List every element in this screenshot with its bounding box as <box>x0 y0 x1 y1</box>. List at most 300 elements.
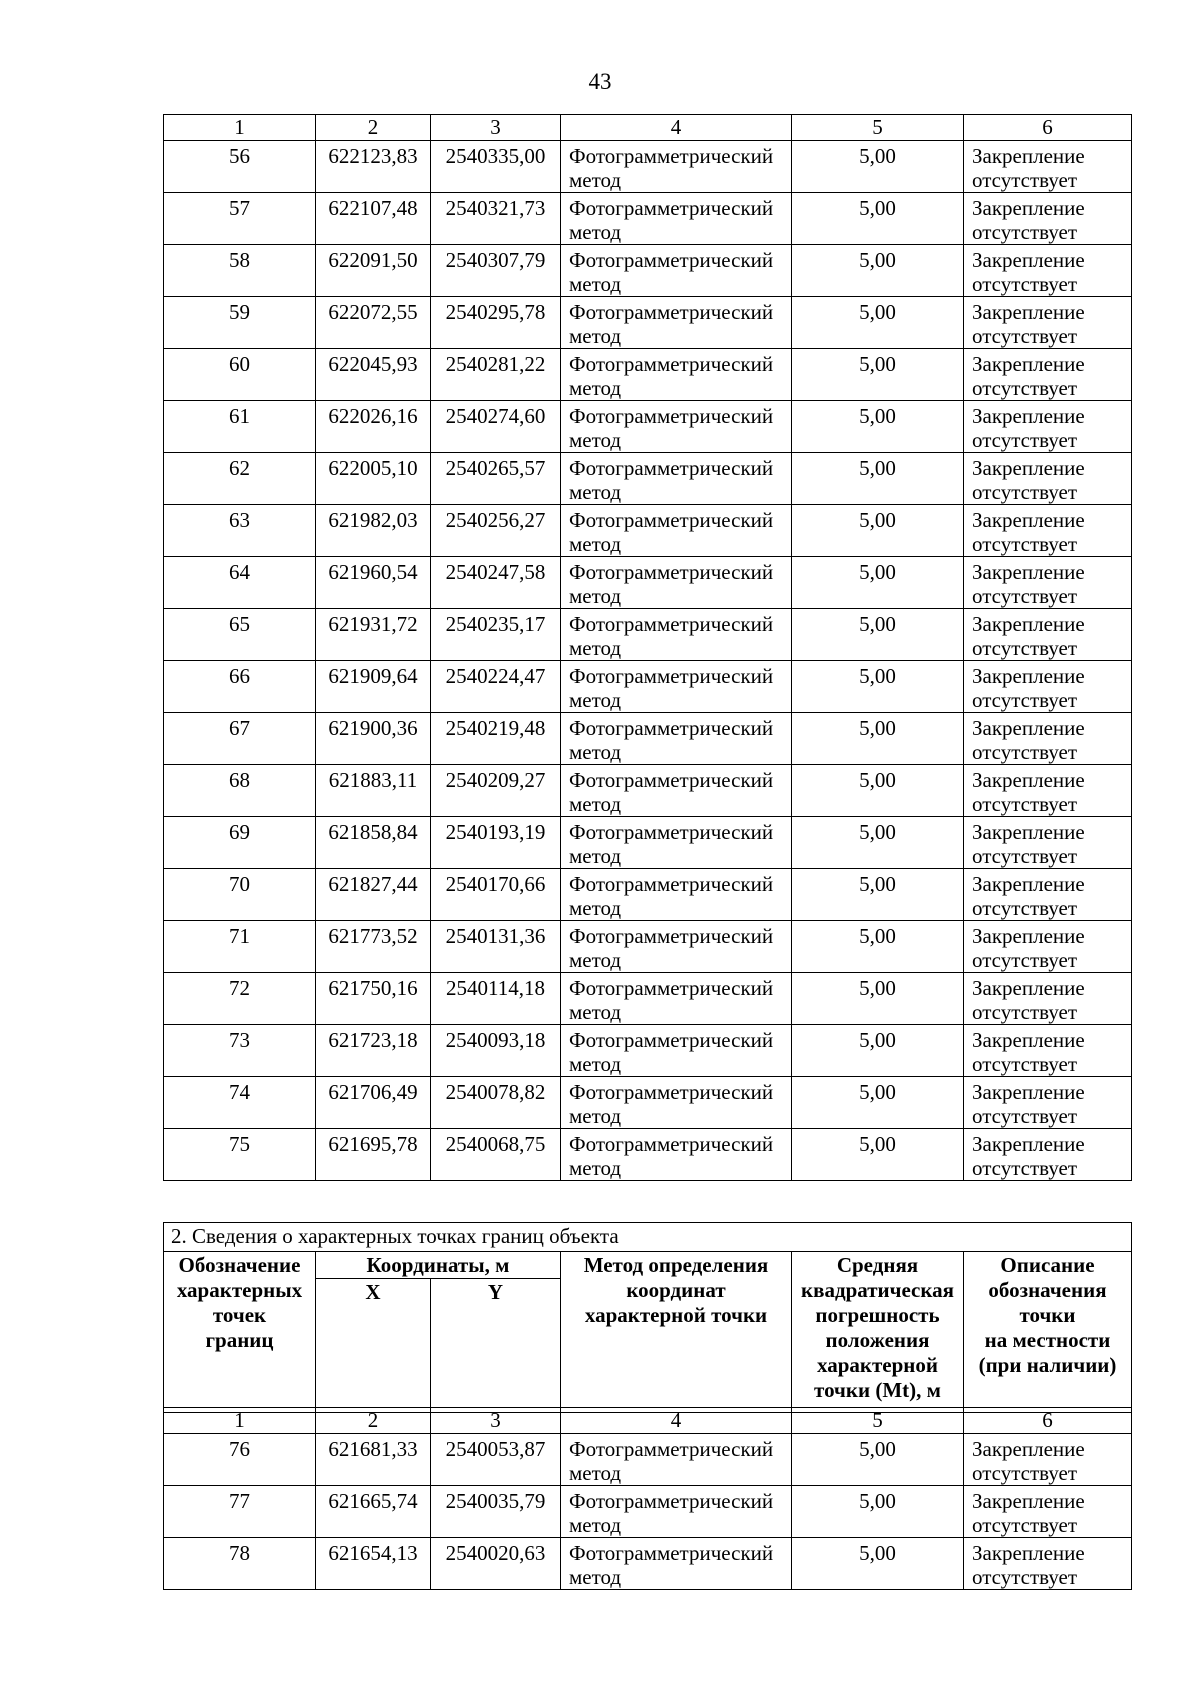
cell-line: Фотограмметрический <box>569 560 774 584</box>
header-line: квадратическая <box>801 1278 954 1302</box>
method-cell <box>561 401 792 453</box>
accuracy-cell: 5,00 <box>792 1434 964 1486</box>
method-cell <box>561 1486 792 1538</box>
cell-line: Закрепление <box>972 1541 1085 1565</box>
x-coordinate-cell: 621695,78 <box>316 1129 431 1181</box>
point-number-cell: 78 <box>164 1538 316 1590</box>
method-cell <box>561 661 792 713</box>
header-row <box>164 1252 1132 1279</box>
header-line: координат <box>626 1278 726 1302</box>
y-coordinate-cell: 2540307,79 <box>431 245 561 297</box>
cell-line: отсутствует <box>972 1156 1078 1180</box>
cell-line: Фотограмметрический <box>569 352 774 376</box>
x-coordinate-cell: 621750,16 <box>316 973 431 1025</box>
y-coordinate-cell: 2540053,87 <box>431 1434 561 1486</box>
header-line: характерной <box>816 1353 939 1377</box>
cell-line: отсутствует <box>972 324 1078 348</box>
y-coordinate-cell: 2540219,48 <box>431 713 561 765</box>
header-line: обозначения <box>988 1278 1107 1302</box>
point-number-cell: 70 <box>164 869 316 921</box>
cell-line: метод <box>569 480 622 504</box>
method-cell <box>561 557 792 609</box>
description-cell <box>964 1434 1132 1486</box>
cell-line: метод <box>569 376 622 400</box>
page-number: 43 <box>588 69 612 94</box>
cell-line: Закрепление <box>972 1489 1085 1513</box>
description-cell <box>964 713 1132 765</box>
accuracy-cell: 5,00 <box>792 973 964 1025</box>
cell-line: Закрепление <box>972 144 1085 168</box>
description-cell <box>964 869 1132 921</box>
coordinates-table-body <box>164 115 1132 1181</box>
method-cell <box>561 349 792 401</box>
cell-line: отсутствует <box>972 896 1078 920</box>
column-number-row <box>164 1408 1132 1434</box>
x-coordinate-cell: 621654,13 <box>316 1538 431 1590</box>
accuracy-cell: 5,00 <box>792 193 964 245</box>
cell-line: Закрепление <box>972 1132 1085 1156</box>
accuracy-cell: 5,00 <box>792 349 964 401</box>
column-number: 4 <box>561 115 792 141</box>
y-coordinate-cell: 2540321,73 <box>431 193 561 245</box>
point-number-cell: 71 <box>164 921 316 973</box>
y-coordinate-cell: 2540247,58 <box>431 557 561 609</box>
description-cell <box>964 609 1132 661</box>
table-row <box>164 973 1132 1025</box>
cell-line: метод <box>569 1513 622 1537</box>
table-row <box>164 245 1132 297</box>
cell-line: Закрепление <box>972 664 1085 688</box>
cell-line: Фотограмметрический <box>569 872 774 896</box>
header-accuracy <box>792 1252 964 1413</box>
column-number: 5 <box>792 1408 964 1434</box>
cell-line: Фотограмметрический <box>569 144 774 168</box>
method-cell <box>561 1025 792 1077</box>
table-row <box>164 297 1132 349</box>
y-coordinate-cell: 2540078,82 <box>431 1077 561 1129</box>
accuracy-cell: 5,00 <box>792 921 964 973</box>
cell-line: отсутствует <box>972 1565 1078 1589</box>
description-cell <box>964 141 1132 193</box>
accuracy-cell: 5,00 <box>792 245 964 297</box>
y-coordinate-cell: 2540093,18 <box>431 1025 561 1077</box>
coordinates-table-section-2 <box>163 1407 1132 1590</box>
table-row <box>164 1025 1132 1077</box>
method-cell <box>561 297 792 349</box>
cell-line: Закрепление <box>972 456 1085 480</box>
column-number: 3 <box>431 1408 561 1434</box>
table-row <box>164 453 1132 505</box>
cell-line: отсутствует <box>972 376 1078 400</box>
point-number-cell: 64 <box>164 557 316 609</box>
cell-line: метод <box>569 272 622 296</box>
accuracy-cell: 5,00 <box>792 1077 964 1129</box>
x-coordinate-cell: 621982,03 <box>316 505 431 557</box>
point-number-cell: 57 <box>164 193 316 245</box>
column-number: 3 <box>431 115 561 141</box>
method-cell <box>561 609 792 661</box>
accuracy-cell: 5,00 <box>792 505 964 557</box>
cell-line: метод <box>569 688 622 712</box>
table-row <box>164 869 1132 921</box>
section-title-row <box>164 1223 1132 1252</box>
cell-line: Фотограмметрический <box>569 820 774 844</box>
header-line: положения <box>825 1328 930 1352</box>
cell-line: Фотограмметрический <box>569 248 774 272</box>
accuracy-cell: 5,00 <box>792 661 964 713</box>
accuracy-cell: 5,00 <box>792 297 964 349</box>
table-row <box>164 713 1132 765</box>
method-cell <box>561 1077 792 1129</box>
cell-line: Фотограмметрический <box>569 924 774 948</box>
y-coordinate-cell: 2540068,75 <box>431 1129 561 1181</box>
cell-line: отсутствует <box>972 1104 1078 1128</box>
cell-line: отсутствует <box>972 428 1078 452</box>
header-line: границ <box>205 1328 274 1352</box>
cell-line: Фотограмметрический <box>569 976 774 1000</box>
header-line: Средняя <box>836 1253 919 1277</box>
header-description <box>964 1252 1132 1413</box>
x-coordinate-cell: 622123,83 <box>316 141 431 193</box>
point-number-cell: 68 <box>164 765 316 817</box>
description-cell <box>964 193 1132 245</box>
accuracy-cell: 5,00 <box>792 1025 964 1077</box>
description-cell <box>964 1129 1132 1181</box>
cell-line: отсутствует <box>972 584 1078 608</box>
column-number: 4 <box>561 1408 792 1434</box>
point-number-cell: 58 <box>164 245 316 297</box>
accuracy-cell: 5,00 <box>792 401 964 453</box>
method-cell <box>561 973 792 1025</box>
description-cell <box>964 401 1132 453</box>
description-cell <box>964 1538 1132 1590</box>
cell-line: Закрепление <box>972 300 1085 324</box>
cell-line: отсутствует <box>972 636 1078 660</box>
column-number-row <box>164 115 1132 141</box>
cell-line: Закрепление <box>972 1437 1085 1461</box>
y-coordinate-cell: 2540209,27 <box>431 765 561 817</box>
column-number: 1 <box>164 115 316 141</box>
cell-line: Закрепление <box>972 404 1085 428</box>
table-row <box>164 1129 1132 1181</box>
point-number-cell: 72 <box>164 973 316 1025</box>
accuracy-cell: 5,00 <box>792 817 964 869</box>
section-title: 2. Сведения о характерных точках границ объекта <box>164 1223 1132 1252</box>
header-coordinates: Координаты, м <box>316 1252 561 1279</box>
point-number-cell: 59 <box>164 297 316 349</box>
cell-line: метод <box>569 220 622 244</box>
table-row <box>164 1434 1132 1486</box>
point-number-cell: 61 <box>164 401 316 453</box>
method-cell <box>561 453 792 505</box>
x-coordinate-cell: 622005,10 <box>316 453 431 505</box>
description-cell <box>964 245 1132 297</box>
x-coordinate-cell: 621883,11 <box>316 765 431 817</box>
y-coordinate-cell: 2540131,36 <box>431 921 561 973</box>
point-number-cell: 66 <box>164 661 316 713</box>
y-coordinate-cell: 2540224,47 <box>431 661 561 713</box>
description-cell <box>964 1486 1132 1538</box>
column-number: 6 <box>964 115 1132 141</box>
table-row <box>164 609 1132 661</box>
accuracy-cell: 5,00 <box>792 1129 964 1181</box>
point-number-cell: 60 <box>164 349 316 401</box>
x-coordinate-cell: 621858,84 <box>316 817 431 869</box>
x-coordinate-cell: 621665,74 <box>316 1486 431 1538</box>
cell-line: метод <box>569 584 622 608</box>
cell-line: Фотограмметрический <box>569 664 774 688</box>
cell-line: метод <box>569 1461 622 1485</box>
cell-line: отсутствует <box>972 740 1078 764</box>
point-number-cell: 76 <box>164 1434 316 1486</box>
cell-line: Закрепление <box>972 560 1085 584</box>
method-cell <box>561 765 792 817</box>
cell-line: метод <box>569 428 622 452</box>
header-line: точки (Mt), м <box>814 1378 941 1402</box>
cell-line: отсутствует <box>972 792 1078 816</box>
cell-line: метод <box>569 1000 622 1024</box>
table-row <box>164 141 1132 193</box>
accuracy-cell: 5,00 <box>792 609 964 661</box>
cell-line: метод <box>569 1052 622 1076</box>
cell-line: метод <box>569 636 622 660</box>
description-cell <box>964 297 1132 349</box>
header-line: Обозначение <box>178 1253 301 1277</box>
y-coordinate-cell: 2540170,66 <box>431 869 561 921</box>
method-cell <box>561 245 792 297</box>
cell-line: Фотограмметрический <box>569 456 774 480</box>
y-coordinate-cell: 2540274,60 <box>431 401 561 453</box>
cell-line: метод <box>569 1156 622 1180</box>
description-cell <box>964 921 1132 973</box>
cell-line: Фотограмметрический <box>569 1080 774 1104</box>
y-coordinate-cell: 2540193,19 <box>431 817 561 869</box>
point-number-cell: 74 <box>164 1077 316 1129</box>
method-cell <box>561 193 792 245</box>
cell-line: Закрепление <box>972 248 1085 272</box>
x-coordinate-cell: 622045,93 <box>316 349 431 401</box>
cell-line: Фотограмметрический <box>569 612 774 636</box>
point-number-cell: 75 <box>164 1129 316 1181</box>
x-coordinate-cell: 621960,54 <box>316 557 431 609</box>
table-row <box>164 1538 1132 1590</box>
cell-line: отсутствует <box>972 1513 1078 1537</box>
cell-line: Фотограмметрический <box>569 716 774 740</box>
y-coordinate-cell: 2540235,17 <box>431 609 561 661</box>
y-coordinate-cell: 2540256,27 <box>431 505 561 557</box>
point-number-cell: 62 <box>164 453 316 505</box>
x-coordinate-cell: 621900,36 <box>316 713 431 765</box>
header-line: на местности <box>984 1328 1111 1352</box>
x-coordinate-cell: 622107,48 <box>316 193 431 245</box>
header-y: Y <box>431 1279 561 1413</box>
method-cell <box>561 1538 792 1590</box>
description-cell <box>964 765 1132 817</box>
x-coordinate-cell: 621931,72 <box>316 609 431 661</box>
header-line: погрешность <box>815 1303 940 1327</box>
accuracy-cell: 5,00 <box>792 765 964 817</box>
table-row <box>164 765 1132 817</box>
cell-line: метод <box>569 324 622 348</box>
cell-line: Фотограмметрический <box>569 196 774 220</box>
description-cell <box>964 1077 1132 1129</box>
cell-line: отсутствует <box>972 948 1078 972</box>
cell-line: Закрепление <box>972 196 1085 220</box>
method-cell <box>561 817 792 869</box>
cell-line: Фотограмметрический <box>569 1437 774 1461</box>
accuracy-cell: 5,00 <box>792 141 964 193</box>
point-number-cell: 65 <box>164 609 316 661</box>
header-line: (при наличии) <box>978 1353 1117 1377</box>
x-coordinate-cell: 622072,55 <box>316 297 431 349</box>
cell-line: отсутствует <box>972 844 1078 868</box>
table-row <box>164 817 1132 869</box>
column-number: 6 <box>964 1408 1132 1434</box>
point-number-cell: 67 <box>164 713 316 765</box>
y-coordinate-cell: 2540335,00 <box>431 141 561 193</box>
description-cell <box>964 349 1132 401</box>
cell-line: Фотограмметрический <box>569 768 774 792</box>
column-number: 2 <box>316 1408 431 1434</box>
description-cell <box>964 453 1132 505</box>
header-method <box>561 1252 792 1413</box>
accuracy-cell: 5,00 <box>792 1486 964 1538</box>
cell-line: отсутствует <box>972 688 1078 712</box>
method-cell <box>561 713 792 765</box>
header-line: Метод определения <box>583 1253 769 1277</box>
point-number-cell: 69 <box>164 817 316 869</box>
description-cell <box>964 817 1132 869</box>
y-coordinate-cell: 2540295,78 <box>431 297 561 349</box>
cell-line: Закрепление <box>972 1080 1085 1104</box>
cell-line: Фотограмметрический <box>569 1489 774 1513</box>
method-cell <box>561 1434 792 1486</box>
method-cell <box>561 869 792 921</box>
y-coordinate-cell: 2540281,22 <box>431 349 561 401</box>
x-coordinate-cell: 621827,44 <box>316 869 431 921</box>
table-row <box>164 401 1132 453</box>
cell-line: отсутствует <box>972 272 1078 296</box>
accuracy-cell: 5,00 <box>792 1538 964 1590</box>
cell-line: Закрепление <box>972 976 1085 1000</box>
header-line: характерных <box>176 1278 303 1302</box>
header-point-designation <box>164 1252 316 1413</box>
column-number: 1 <box>164 1408 316 1434</box>
y-coordinate-cell: 2540265,57 <box>431 453 561 505</box>
cell-line: Фотограмметрический <box>569 508 774 532</box>
table-row <box>164 557 1132 609</box>
method-cell <box>561 921 792 973</box>
description-cell <box>964 557 1132 609</box>
x-coordinate-cell: 622026,16 <box>316 401 431 453</box>
column-number: 2 <box>316 115 431 141</box>
cell-line: отсутствует <box>972 1052 1078 1076</box>
header-x: X <box>316 1279 431 1413</box>
cell-line: метод <box>569 792 622 816</box>
cell-line: Закрепление <box>972 612 1085 636</box>
column-number: 5 <box>792 115 964 141</box>
cell-line: Фотограмметрический <box>569 1028 774 1052</box>
cell-line: метод <box>569 1104 622 1128</box>
point-number-cell: 73 <box>164 1025 316 1077</box>
x-coordinate-cell: 621909,64 <box>316 661 431 713</box>
cell-line: отсутствует <box>972 220 1078 244</box>
cell-line: метод <box>569 896 622 920</box>
cell-line: Закрепление <box>972 508 1085 532</box>
method-cell <box>561 141 792 193</box>
header-line: характерной точки <box>584 1303 768 1327</box>
table-row <box>164 193 1132 245</box>
cell-line: отсутствует <box>972 480 1078 504</box>
point-number-cell: 56 <box>164 141 316 193</box>
section-2-header-table <box>163 1222 1132 1413</box>
x-coordinate-cell: 621706,49 <box>316 1077 431 1129</box>
cell-line: Фотограмметрический <box>569 1541 774 1565</box>
cell-line: Фотограмметрический <box>569 1132 774 1156</box>
accuracy-cell: 5,00 <box>792 869 964 921</box>
cell-line: метод <box>569 948 622 972</box>
table-row <box>164 349 1132 401</box>
point-number-cell: 63 <box>164 505 316 557</box>
cell-line: Закрепление <box>972 716 1085 740</box>
table-row <box>164 505 1132 557</box>
x-coordinate-cell: 622091,50 <box>316 245 431 297</box>
coordinates-table-continued <box>163 114 1132 1181</box>
cell-line: Фотограмметрический <box>569 404 774 428</box>
cell-line: Закрепление <box>972 768 1085 792</box>
description-cell <box>964 973 1132 1025</box>
accuracy-cell: 5,00 <box>792 453 964 505</box>
accuracy-cell: 5,00 <box>792 557 964 609</box>
cell-line: метод <box>569 168 622 192</box>
x-coordinate-cell: 621723,18 <box>316 1025 431 1077</box>
cell-line: Закрепление <box>972 820 1085 844</box>
table-row <box>164 1077 1132 1129</box>
cell-line: Закрепление <box>972 872 1085 896</box>
cell-line: метод <box>569 1565 622 1589</box>
table-row <box>164 661 1132 713</box>
cell-line: метод <box>569 532 622 556</box>
cell-line: отсутствует <box>972 1000 1078 1024</box>
x-coordinate-cell: 621681,33 <box>316 1434 431 1486</box>
description-cell <box>964 661 1132 713</box>
cell-line: Закрепление <box>972 352 1085 376</box>
header-line: точки <box>1019 1303 1076 1327</box>
method-cell <box>561 1129 792 1181</box>
coordinates-table-body <box>164 1408 1132 1590</box>
cell-line: метод <box>569 740 622 764</box>
accuracy-cell: 5,00 <box>792 713 964 765</box>
cell-line: отсутствует <box>972 532 1078 556</box>
table-row <box>164 921 1132 973</box>
cell-line: метод <box>569 844 622 868</box>
y-coordinate-cell: 2540114,18 <box>431 973 561 1025</box>
x-coordinate-cell: 621773,52 <box>316 921 431 973</box>
cell-line: отсутствует <box>972 168 1078 192</box>
method-cell <box>561 505 792 557</box>
header-line: точек <box>212 1303 267 1327</box>
description-cell <box>964 1025 1132 1077</box>
cell-line: отсутствует <box>972 1461 1078 1485</box>
table-row <box>164 1486 1132 1538</box>
y-coordinate-cell: 2540035,79 <box>431 1486 561 1538</box>
y-coordinate-cell: 2540020,63 <box>431 1538 561 1590</box>
point-number-cell: 77 <box>164 1486 316 1538</box>
description-cell <box>964 505 1132 557</box>
header-line: Описание <box>1000 1253 1095 1277</box>
cell-line: Закрепление <box>972 924 1085 948</box>
cell-line: Фотограмметрический <box>569 300 774 324</box>
